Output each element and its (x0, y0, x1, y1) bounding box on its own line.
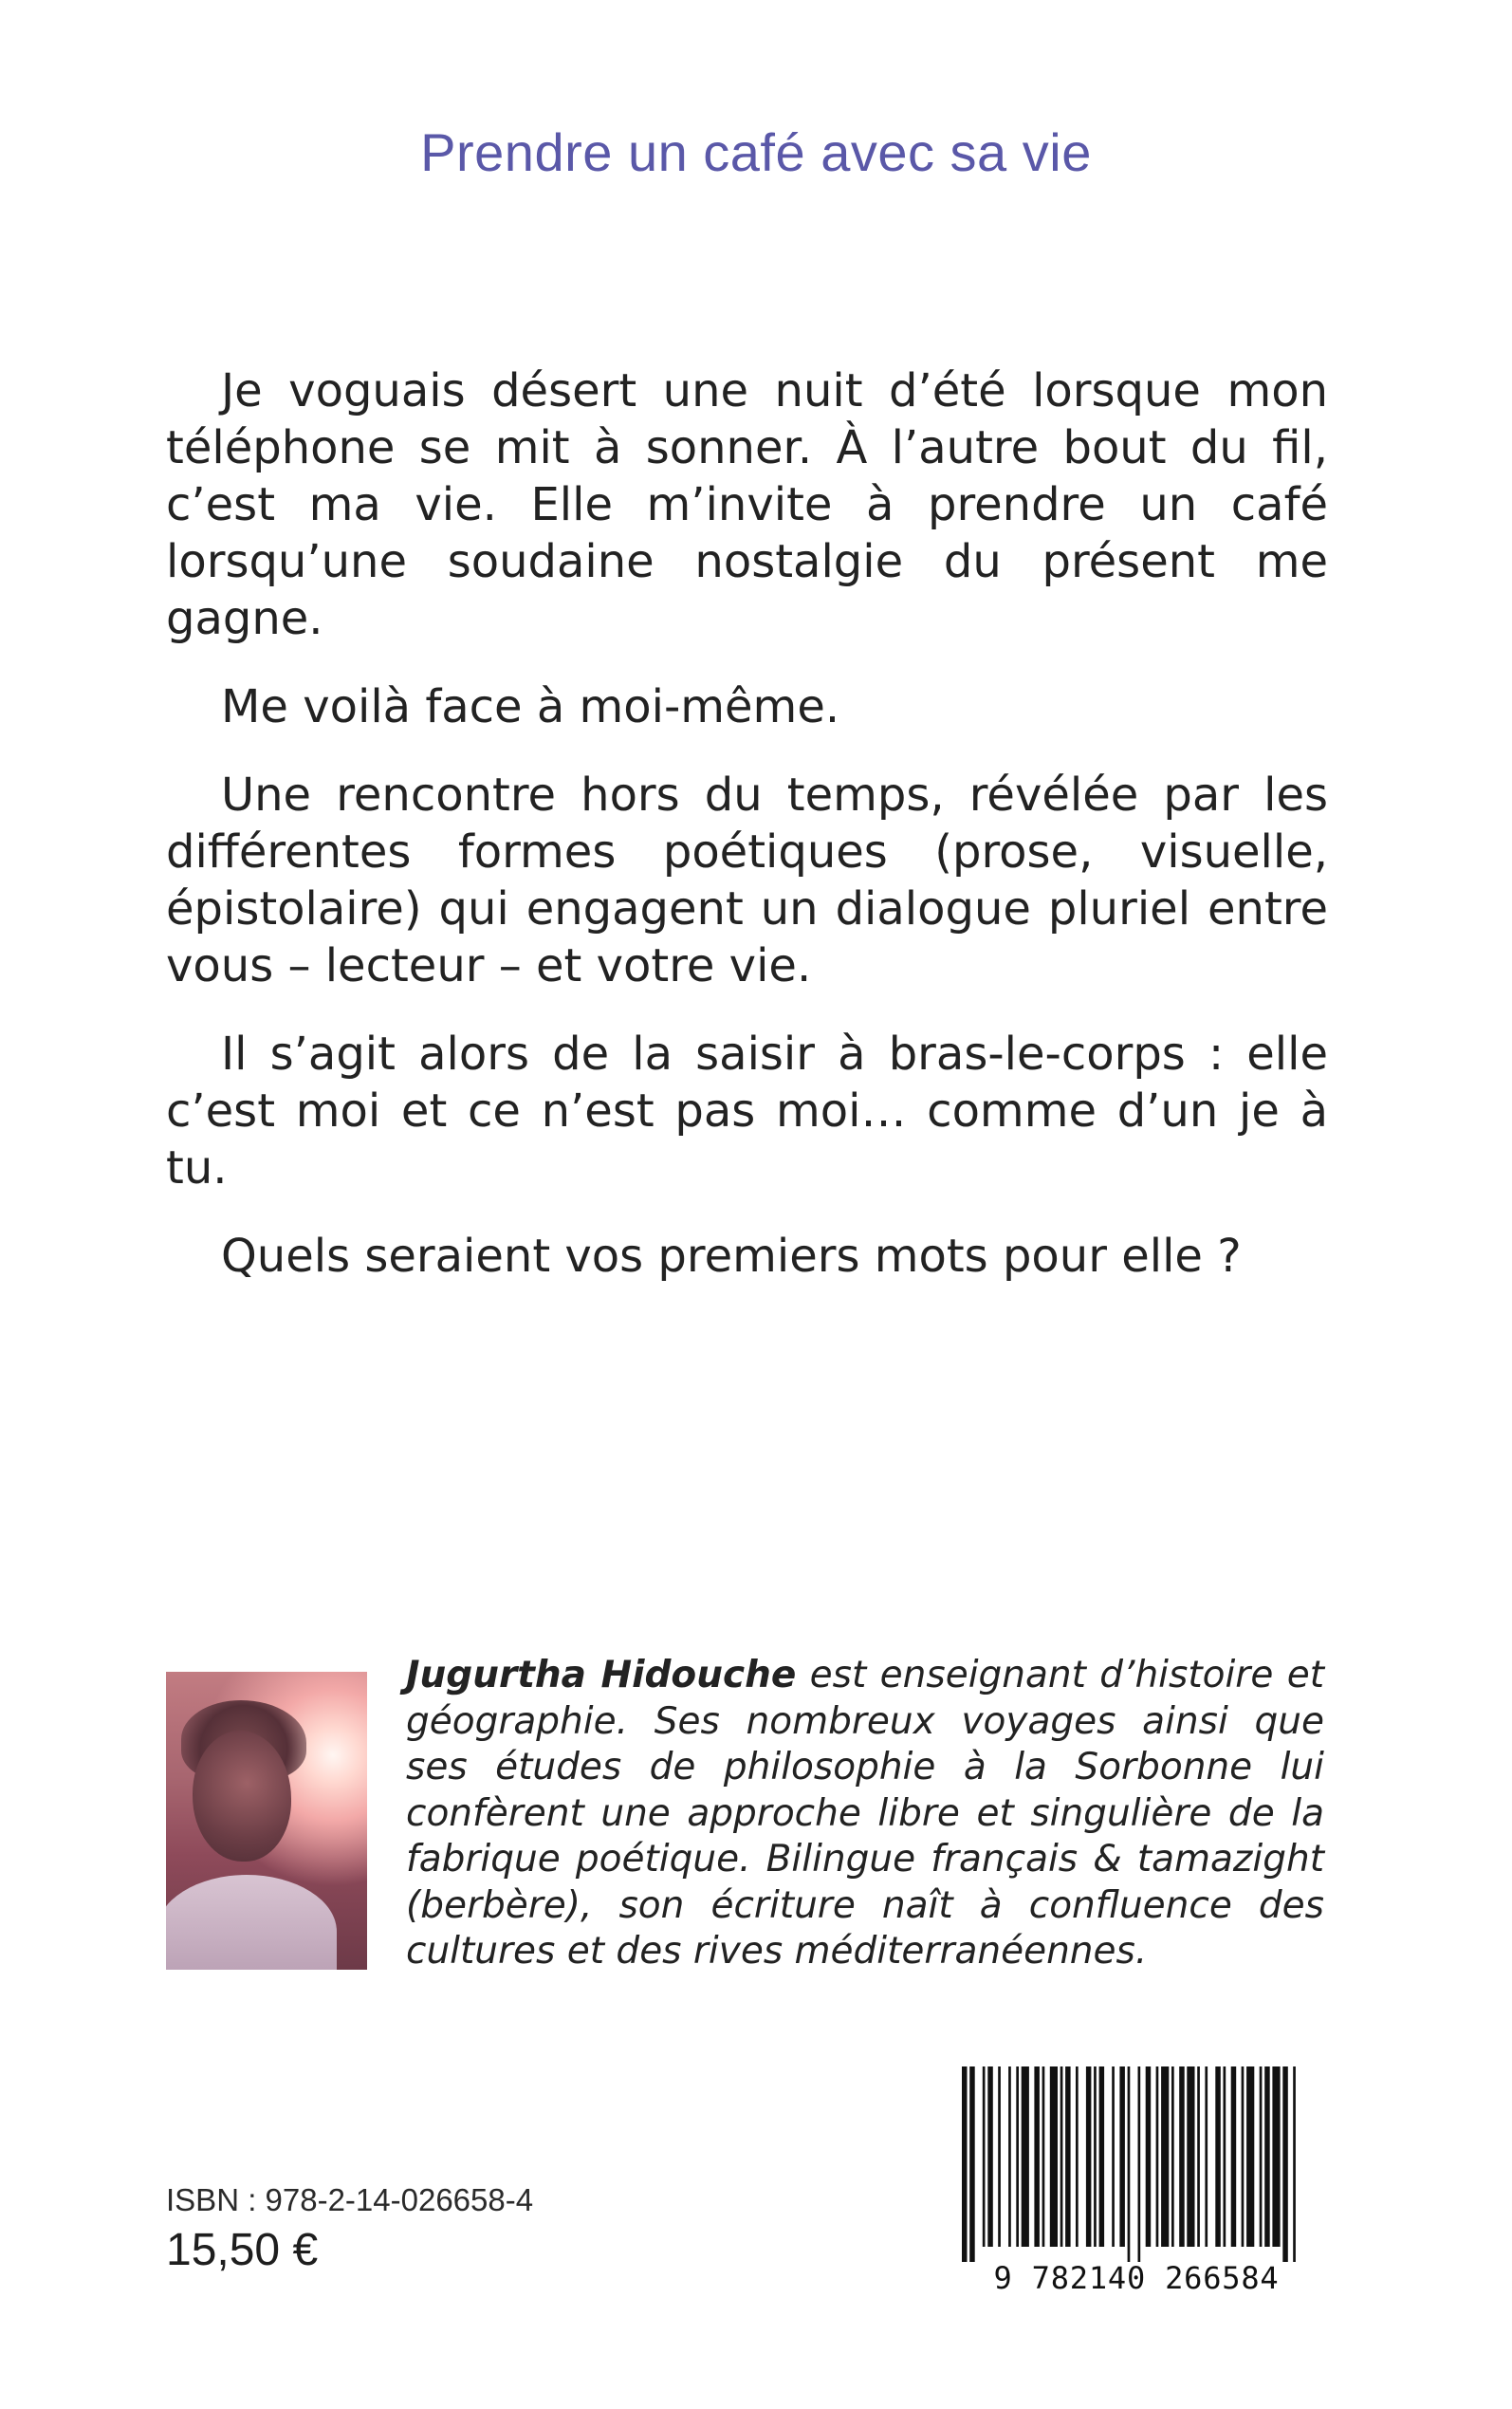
isbn-label: ISBN : 978-2-14-026658-4 (166, 2182, 534, 2217)
barcode-bar-27 (1197, 2066, 1200, 2247)
barcode-bar-5 (1008, 2066, 1011, 2247)
barcode-bar-18 (1119, 2066, 1125, 2247)
author-photo (166, 1672, 367, 1970)
barcode-bar-14 (1086, 2066, 1092, 2247)
barcode-digits: 9 782140 266584 (993, 2260, 1280, 2296)
barcode-bar-12 (1065, 2066, 1071, 2247)
barcode-bar-13 (1076, 2066, 1079, 2247)
barcode-bar-9 (1042, 2066, 1045, 2247)
barcode-bar-32 (1242, 2066, 1245, 2247)
barcode-bar-11 (1060, 2066, 1063, 2247)
barcode-bar-20 (1138, 2066, 1141, 2262)
author-name: Jugurtha Hidouche (406, 1654, 797, 1696)
photo-body (166, 1875, 337, 1970)
barcode-bar-10 (1050, 2066, 1058, 2247)
book-title: Prendre un café avec sa vie (420, 122, 1092, 182)
barcode-bar-3 (987, 2066, 993, 2247)
barcode-bars (949, 2066, 1324, 2262)
barcode-bar-36 (1272, 2066, 1280, 2247)
barcode-bar-30 (1224, 2066, 1226, 2247)
barcode-bar-15 (1094, 2066, 1097, 2247)
barcode-bar-8 (1034, 2066, 1040, 2247)
barcode-bar-35 (1264, 2066, 1270, 2247)
barcode-bar-24 (1171, 2066, 1174, 2247)
barcode-bar-2 (983, 2066, 986, 2247)
barcode-bar-25 (1179, 2066, 1185, 2247)
barcode-bar-16 (1099, 2066, 1105, 2247)
barcode-bar-21 (1146, 2066, 1152, 2247)
blurb-paragraph: Je voguais désert une nuit d’été lorsque mon téléphone se mit à sonner. À l’autre bout du fil, c’est ma vie. Elle m’invite à prendre un café lorsqu’une soudaine nostalgie du présent me gagne. (166, 364, 1328, 645)
barcode-bar-4 (998, 2066, 1001, 2247)
barcode-bar-34 (1260, 2066, 1263, 2247)
author-bio-text: est enseignant d’histoire et géographie. Ses nombreux voyages ainsi que ses études de philosophie à la Sorbonne lui confèrent une approche libre et singulière de la fabrique poétique. Bilingue français & tamazight (berbère), son écriture naît à confluence des cultures et des rives méditerranéennes. (406, 1654, 1324, 1973)
barcode-bar-29 (1215, 2066, 1221, 2247)
barcode-bar-7 (1022, 2066, 1029, 2247)
barcode-bar-23 (1161, 2066, 1169, 2247)
barcode-bar-37 (1282, 2066, 1288, 2262)
barcode-bar-26 (1187, 2066, 1194, 2247)
price-label: 15,50 € (166, 2225, 319, 2275)
barcode-bar-22 (1156, 2066, 1159, 2247)
blurb-paragraph: Il s’agit alors de la saisir à bras-le-corps : elle c’est moi et ce n’est pas moi… comme d’un je à tu. (166, 1028, 1328, 1195)
barcode-bar-1 (969, 2066, 974, 2262)
author-bio (406, 1653, 1324, 1975)
barcode-bar-28 (1205, 2066, 1208, 2247)
barcode-bar-17 (1112, 2066, 1115, 2247)
barcode-bar-31 (1231, 2066, 1237, 2247)
barcode-bar-6 (1016, 2066, 1019, 2247)
barcode-bar-33 (1246, 2066, 1254, 2247)
blurb-paragraph: Me voilà face à moi-même. (221, 680, 840, 733)
barcode-bar-0 (962, 2066, 968, 2262)
photo-head (193, 1731, 291, 1862)
blurb-paragraph: Quels seraient vos premiers mots pour elle ? (221, 1230, 1242, 1283)
barcode-bar-38 (1293, 2066, 1296, 2262)
blurb-paragraph: Une rencontre hors du temps, révélée par les différentes formes poétiques (prose, visuelle, épistolaire) qui engagent un dialogue pluriel entre vous – lecteur – et votre vie. (166, 769, 1328, 992)
back-cover-blurb (166, 362, 1328, 1316)
barcode-bar-19 (1128, 2066, 1131, 2262)
isbn-barcode (949, 2066, 1324, 2306)
